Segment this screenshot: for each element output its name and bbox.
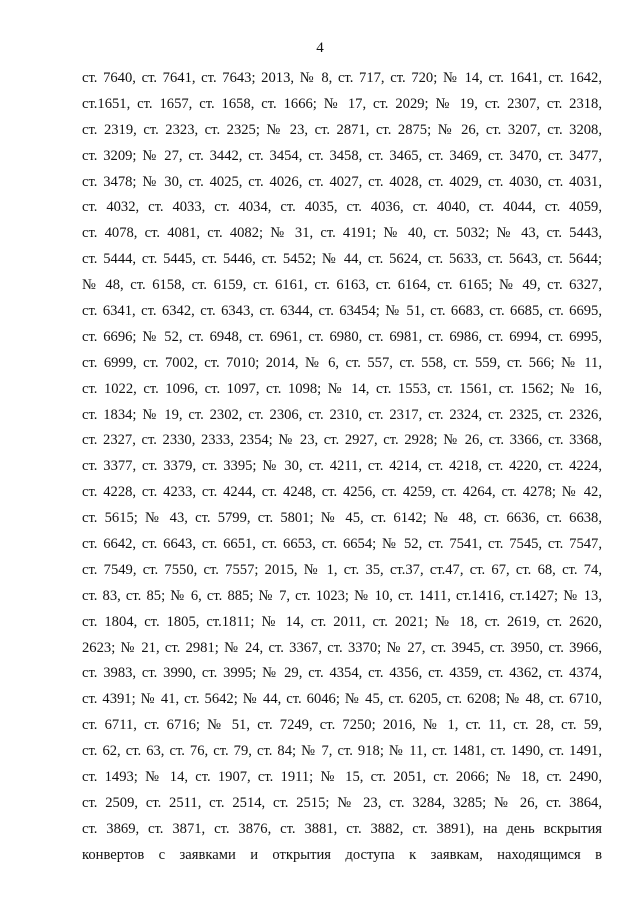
text-line: ст. 1493; № 14, ст. 1907, ст. 1911; № 15, ст. 2051, ст. 2066; № 18, ст. 2490, (82, 769, 602, 786)
text-line: ст. 4391; № 41, ст. 5642; № 44, ст. 6046; № 45, ст. 6205, ст. 6208; № 48, ст. 6710, (82, 691, 602, 708)
text-line: ст. 6696; № 52, ст. 6948, ст. 6961, ст. 6980, ст. 6981, ст. 6986, ст. 6994, ст. 6995, (82, 328, 602, 345)
text-line: ст. 5615; № 43, ст. 5799, ст. 5801; № 45, ст. 6142; № 48, ст. 6636, ст. 6638, (82, 510, 602, 527)
text-line: ст. 3377, ст. 3379, ст. 3395; № 30, ст. 4211, ст. 4214, ст. 4218, ст. 4220, ст. 4224, (82, 458, 602, 475)
text-line: ст. 3209; № 27, ст. 3442, ст. 3454, ст. 3458, ст. 3465, ст. 3469, ст. 3470, ст. 3477, (82, 147, 602, 164)
text-line: ст. 1022, ст. 1096, ст. 1097, ст. 1098; № 14, ст. 1553, ст. 1561, ст. 1562; № 16, (82, 380, 602, 397)
text-line: ст. 5444, ст. 5445, ст. 5446, ст. 5452; № 44, ст. 5624, ст. 5633, ст. 5643, ст. 5644; (82, 251, 602, 268)
text-line: ст. 4032, ст. 4033, ст. 4034, ст. 4035, ст. 4036, ст. 4040, ст. 4044, ст. 4059, (82, 199, 602, 216)
text-line: ст. 4228, ст. 4233, ст. 4244, ст. 4248, ст. 4256, ст. 4259, ст. 4264, ст. 4278; № 42, (82, 484, 602, 501)
text-line: конвертов с заявками и открытия доступа к заявкам, находящимся в (82, 846, 602, 863)
text-line: ст. 62, ст. 63, ст. 76, ст. 79, ст. 84; № 7, ст. 918; № 11, ст. 1481, ст. 1490, ст. 1491, (82, 743, 602, 760)
text-line: ст. 6642, ст. 6643, ст. 6651, ст. 6653, ст. 6654; № 52, ст. 7541, ст. 7545, ст. 7547, (82, 536, 602, 553)
text-line: ст. 3478; № 30, ст. 4025, ст. 4026, ст. 4027, ст. 4028, ст. 4029, ст. 4030, ст. 4031, (82, 173, 602, 190)
page-number: 4 (316, 40, 324, 56)
text-line: ст. 2327, ст. 2330, 2333, 2354; № 23, ст. 2927, ст. 2928; № 26, ст. 3366, ст. 3368, (82, 432, 602, 449)
text-line: ст.1651, ст. 1657, ст. 1658, ст. 1666; № 17, ст. 2029; № 19, ст. 2307, ст. 2318, (82, 95, 602, 112)
text-line: № 48, ст. 6158, ст. 6159, ст. 6161, ст. 6163, ст. 6164, ст. 6165; № 49, ст. 6327, (82, 277, 602, 294)
text-line: ст. 1804, ст. 1805, ст.1811; № 14, ст. 2011, ст. 2021; № 18, ст. 2619, ст. 2620, (82, 613, 602, 630)
body-text (82, 66, 602, 869)
text-line: ст. 3983, ст. 3990, ст. 3995; № 29, ст. 4354, ст. 4356, ст. 4359, ст. 4362, ст. 4374, (82, 665, 602, 682)
text-line: ст. 3869, ст. 3871, ст. 3876, ст. 3881, ст. 3882, ст. 3891), на день вскрытия (82, 820, 602, 837)
text-line: ст. 2319, ст. 2323, ст. 2325; № 23, ст. 2871, ст. 2875; № 26, ст. 3207, ст. 3208, (82, 121, 602, 138)
text-line: ст. 2509, ст. 2511, ст. 2514, ст. 2515; № 23, ст. 3284, 3285; № 26, ст. 3864, (82, 794, 602, 811)
text-line: ст. 1834; № 19, ст. 2302, ст. 2306, ст. 2310, ст. 2317, ст. 2324, ст. 2325, ст. 2326, (82, 406, 602, 423)
text-line: ст. 6341, ст. 6342, ст. 6343, ст. 6344, ст. 63454; № 51, ст. 6683, ст. 6685, ст. 6695, (82, 303, 602, 320)
text-line: ст. 7640, ст. 7641, ст. 7643; 2013, № 8, ст. 717, ст. 720; № 14, ст. 1641, ст. 1642, (82, 70, 602, 86)
text-line: ст. 6711, ст. 6716; № 51, ст. 7249, ст. 7250; 2016, № 1, ст. 11, ст. 28, ст. 59, (82, 717, 602, 734)
text-line: ст. 83, ст. 85; № 6, ст. 885; № 7, ст. 1023; № 10, ст. 1411, ст.1416, ст.1427; № 13, (82, 587, 602, 604)
text-line: ст. 4078, ст. 4081, ст. 4082; № 31, ст. 4191; № 40, ст. 5032; № 43, ст. 5443, (82, 225, 602, 242)
text-line: 2623; № 21, ст. 2981; № 24, ст. 3367, ст. 3370; № 27, ст. 3945, ст. 3950, ст. 3966, (82, 639, 602, 656)
text-line: ст. 6999, ст. 7002, ст. 7010; 2014, № 6, ст. 557, ст. 558, ст. 559, ст. 566; № 11, (82, 354, 602, 371)
text-line: ст. 7549, ст. 7550, ст. 7557; 2015, № 1, ст. 35, ст.37, ст.47, ст. 67, ст. 68, ст. 74, (82, 561, 602, 578)
